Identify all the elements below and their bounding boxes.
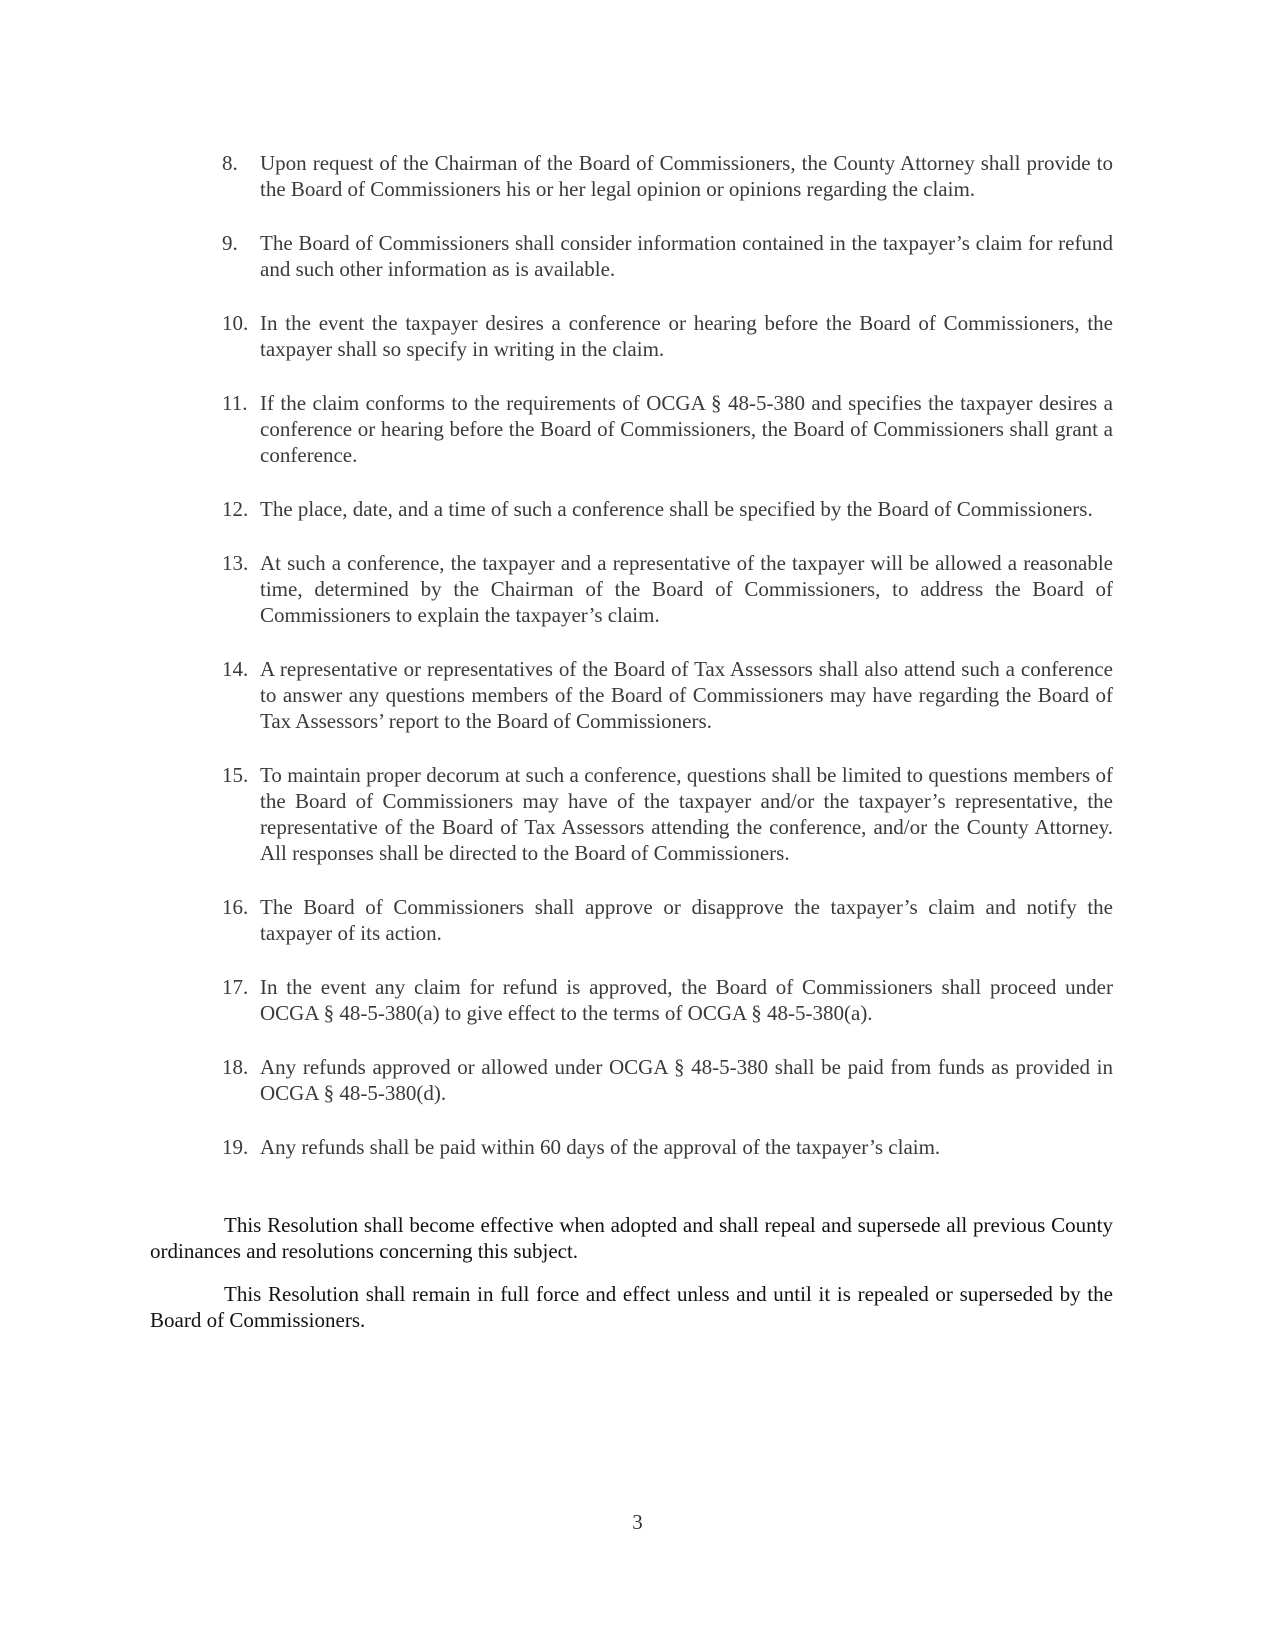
list-item-number: 12. (222, 497, 249, 521)
list-item-text: To maintain proper decorum at such a conference, questions shall be limited to questions members of the Board of Commissioners may have of the taxpayer and/or the taxpayer’s representative, the representative of the Board of Tax Assessors attending the conference, and/or the County Attorney. All responses shall be directed to the Board of Commissioners. (260, 763, 1113, 865)
list-item (222, 1134, 1113, 1160)
list-item (222, 656, 1113, 734)
list-item (222, 894, 1113, 946)
list-item-text: In the event the taxpayer desires a conference or hearing before the Board of Commissioners, the taxpayer shall so specify in writing in the claim. (260, 311, 1113, 361)
list-item-number: 8. (222, 151, 238, 175)
list-item-number: 9. (222, 231, 238, 255)
closing-paragraph-effective: This Resolution shall become effective when adopted and shall repeal and supersede all previous County ordinances and resolutions concerning this subject. (150, 1213, 1113, 1263)
list-item-text: The Board of Commissioners shall consider information contained in the taxpayer’s claim for refund and such other information as is available. (260, 231, 1113, 281)
list-item-number: 17. (222, 975, 249, 999)
list-item-text: A representative or representatives of the Board of Tax Assessors shall also attend such a conference to answer any questions members of the Board of Commissioners may have regarding the Board of Tax Assessors’ report to the Board of Commissioners. (260, 657, 1113, 733)
list-item (222, 310, 1113, 362)
list-item-text: Any refunds approved or allowed under OCGA § 48-5-380 shall be paid from funds as provided in OCGA § 48-5-380(d). (260, 1055, 1113, 1105)
page-number: 3 (632, 1510, 643, 1534)
numbered-list (222, 150, 1113, 1188)
closing-paragraph-in-force: This Resolution shall remain in full force and effect unless and until it is repealed or superseded by the Board of Commissioners. (150, 1282, 1113, 1332)
list-item-number: 13. (222, 551, 249, 575)
list-item-text: Upon request of the Chairman of the Board of Commissioners, the County Attorney shall provide to the Board of Commissioners his or her legal opinion or opinions regarding the claim. (260, 151, 1113, 201)
list-item-number: 19. (222, 1135, 249, 1159)
list-item-text: The Board of Commissioners shall approve or disapprove the taxpayer’s claim and notify the taxpayer of its action. (260, 895, 1113, 945)
list-item-number: 18. (222, 1055, 249, 1079)
list-item (222, 974, 1113, 1026)
list-item-text: In the event any claim for refund is approved, the Board of Commissioners shall proceed under OCGA § 48-5-380(a) to give effect to the terms of OCGA § 48-5-380(a). (260, 975, 1113, 1025)
list-item (222, 550, 1113, 628)
list-item-number: 14. (222, 657, 249, 681)
list-item-number: 10. (222, 311, 249, 335)
list-item-text: The place, date, and a time of such a conference shall be specified by the Board of Commissioners. (260, 497, 1093, 521)
list-item (222, 230, 1113, 282)
list-item-text: If the claim conforms to the requirements of OCGA § 48-5-380 and specifies the taxpayer desires a conference or hearing before the Board of Commissioners, the Board of Commissioners shall grant a conference. (260, 391, 1113, 467)
list-item (222, 150, 1113, 202)
list-item (222, 390, 1113, 468)
list-item-number: 15. (222, 763, 249, 787)
list-item (222, 1054, 1113, 1106)
list-item-number: 16. (222, 895, 249, 919)
list-item (222, 496, 1113, 522)
list-item-text: At such a conference, the taxpayer and a representative of the taxpayer will be allowed a reasonable time, determined by the Chairman of the Board of Commissioners, to address the Board of Commissioners to explain the taxpayer’s claim. (260, 551, 1113, 627)
list-item-text: Any refunds shall be paid within 60 days of the approval of the taxpayer’s claim. (260, 1135, 941, 1159)
list-item (222, 762, 1113, 866)
list-item-number: 11. (222, 391, 248, 415)
